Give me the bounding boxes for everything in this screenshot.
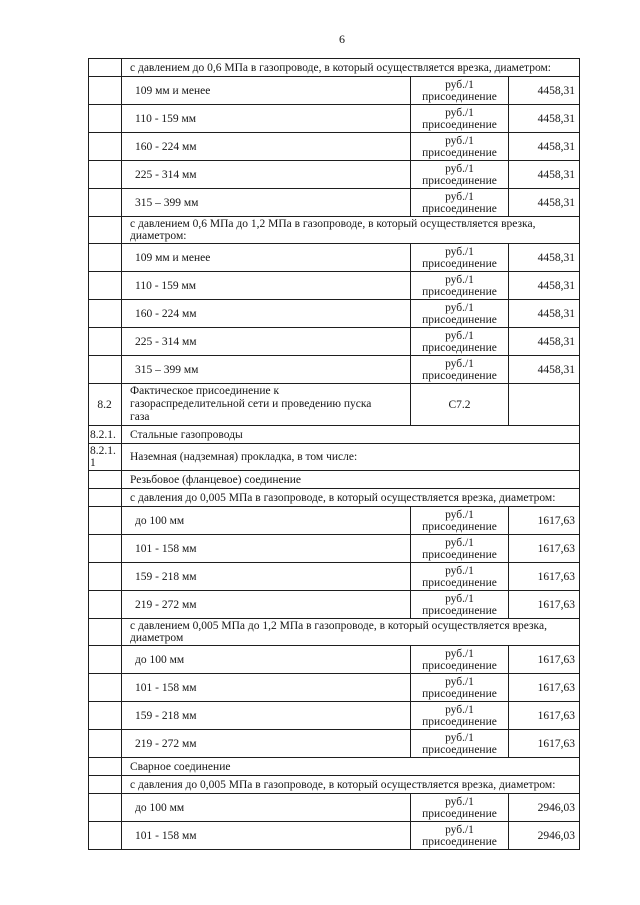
table-row	[89, 272, 580, 300]
diameter-label: 160 - 224 мм	[122, 133, 411, 161]
unit-line-2: присоединение	[422, 257, 497, 270]
unit-line-1: руб./1	[445, 162, 474, 175]
unit-line-1: руб./1	[445, 190, 474, 203]
row-number	[89, 563, 122, 591]
diameter-label: 109 мм и менее	[122, 77, 411, 105]
price-value: 4458,31	[509, 300, 580, 328]
unit-line-2: присоединение	[422, 548, 497, 561]
row-text: с давления до 0,005 МПа в газопроводе, в который осуществляется врезка, диаметром:	[122, 776, 580, 794]
unit-line-1: руб./1	[445, 329, 474, 342]
row-number	[89, 758, 122, 776]
row-number	[89, 535, 122, 563]
diameter-label: 101 - 158 мм	[122, 674, 411, 702]
row-number	[89, 328, 122, 356]
table-row	[89, 300, 580, 328]
unit-line-1: руб./1	[445, 795, 474, 808]
unit-line-2: присоединение	[422, 174, 497, 187]
row-number	[89, 822, 122, 850]
unit-cell	[411, 244, 509, 272]
price-value: 1617,63	[509, 646, 580, 674]
unit-cell	[411, 674, 509, 702]
unit-line-2: присоединение	[422, 369, 497, 382]
diameter-label: 315 – 399 мм	[122, 356, 411, 384]
price-value: 2946,03	[509, 794, 580, 822]
row-number	[89, 189, 122, 217]
row-text: Фактическое присоединение к газораспределительной сети и проведению пуска газа	[130, 385, 372, 423]
row-number	[89, 77, 122, 105]
diameter-label: до 100 мм	[122, 507, 411, 535]
heading-row	[89, 426, 580, 444]
unit-line-2: присоединение	[422, 118, 497, 131]
price-value: 1617,63	[509, 730, 580, 758]
row-text: Наземная (надземная) прокладка, в том числе:	[122, 444, 580, 471]
diameter-label: 315 – 399 мм	[122, 189, 411, 217]
price-value	[509, 384, 580, 426]
table-row	[89, 328, 580, 356]
row-number: 8.2.1.	[89, 426, 122, 444]
unit-line-1: руб./1	[445, 536, 474, 549]
table-row	[89, 563, 580, 591]
row-number	[89, 59, 122, 77]
row-text: с давлением до 0,6 МПа в газопроводе, в который осуществляется врезка, диаметром:	[122, 59, 580, 77]
unit-line-2: присоединение	[422, 743, 497, 756]
row-number: 8.2	[89, 384, 122, 426]
row-number	[89, 702, 122, 730]
unit-line-2: присоединение	[422, 576, 497, 589]
unit-cell	[411, 822, 509, 850]
price-value: 4458,31	[509, 272, 580, 300]
diameter-label: 159 - 218 мм	[122, 702, 411, 730]
table-row	[89, 189, 580, 217]
row-number	[89, 471, 122, 489]
unit-line-2: присоединение	[422, 687, 497, 700]
section-row	[89, 489, 580, 507]
row-number	[89, 244, 122, 272]
unit-line-2: присоединение	[422, 146, 497, 159]
diameter-label: 225 - 314 мм	[122, 328, 411, 356]
unit-cell	[411, 563, 509, 591]
heading-row	[89, 444, 580, 471]
table-row	[89, 702, 580, 730]
unit-line-1: руб./1	[445, 564, 474, 577]
table-row	[89, 822, 580, 850]
unit-line-2: присоединение	[422, 604, 497, 617]
unit-cell	[411, 794, 509, 822]
unit-cell	[411, 77, 509, 105]
unit-cell	[411, 272, 509, 300]
table-row	[89, 133, 580, 161]
table-row	[89, 646, 580, 674]
table-row	[89, 507, 580, 535]
diameter-label: 110 - 159 мм	[122, 272, 411, 300]
row-number	[89, 300, 122, 328]
row-number	[89, 794, 122, 822]
unit-line-2: присоединение	[422, 715, 497, 728]
unit-line-1: руб./1	[445, 508, 474, 521]
unit-cell	[411, 535, 509, 563]
table-row	[89, 794, 580, 822]
unit-cell	[411, 730, 509, 758]
unit-line-2: присоединение	[422, 341, 497, 354]
row-number	[89, 272, 122, 300]
unit-line-2: присоединение	[422, 90, 497, 103]
price-value: 4458,31	[509, 161, 580, 189]
diameter-label: 109 мм и менее	[122, 244, 411, 272]
row-number	[89, 507, 122, 535]
row-number	[89, 619, 122, 646]
unit-line-1: руб./1	[445, 675, 474, 688]
unit-line-2: присоединение	[422, 313, 497, 326]
unit-line-1: руб./1	[445, 647, 474, 660]
table-row	[89, 161, 580, 189]
section-row	[89, 619, 580, 646]
unit-line-1: руб./1	[445, 245, 474, 258]
table-row	[89, 730, 580, 758]
row-number	[89, 730, 122, 758]
row-number	[89, 105, 122, 133]
row-number	[89, 591, 122, 619]
price-value: 1617,63	[509, 674, 580, 702]
row-text: с давлением 0,6 МПа до 1,2 МПа в газопроводе, в который осуществляется врезка, диаметром:	[122, 217, 580, 244]
unit-cell	[411, 161, 509, 189]
price-value: 4458,31	[509, 105, 580, 133]
unit-line-2: присоединение	[422, 285, 497, 298]
row-number	[89, 776, 122, 794]
unit-line-2: присоединение	[422, 807, 497, 820]
service-row	[89, 384, 580, 426]
unit-line-1: руб./1	[445, 823, 474, 836]
row-number	[89, 356, 122, 384]
unit-line-1: руб./1	[445, 301, 474, 314]
diameter-label: 101 - 158 мм	[122, 535, 411, 563]
row-text: с давления до 0,005 МПа в газопроводе, в который осуществляется врезка, диаметром:	[122, 489, 580, 507]
price-value: 1617,63	[509, 702, 580, 730]
row-number: 8.2.1.1	[89, 444, 122, 471]
row-text: Резьбовое (фланцевое) соединение	[122, 471, 580, 489]
diameter-label: 101 - 158 мм	[122, 822, 411, 850]
unit-line-1: руб./1	[445, 134, 474, 147]
unit-line-2: присоединение	[422, 659, 497, 672]
row-number	[89, 489, 122, 507]
price-value: 1617,63	[509, 563, 580, 591]
unit-cell	[411, 105, 509, 133]
section-row	[89, 217, 580, 244]
price-value: 1617,63	[509, 507, 580, 535]
unit-cell	[411, 189, 509, 217]
table-row	[89, 77, 580, 105]
unit-cell	[411, 133, 509, 161]
diameter-label: 219 - 272 мм	[122, 730, 411, 758]
section-row	[89, 471, 580, 489]
table-row	[89, 105, 580, 133]
row-number	[89, 133, 122, 161]
diameter-label: 160 - 224 мм	[122, 300, 411, 328]
row-number	[89, 646, 122, 674]
tariff-table	[88, 58, 580, 850]
unit-line-1: руб./1	[445, 731, 474, 744]
unit-line-1: руб./1	[445, 357, 474, 370]
row-text: Стальные газопроводы	[122, 426, 580, 444]
price-value: 4458,31	[509, 356, 580, 384]
row-number	[89, 217, 122, 244]
section-row	[89, 59, 580, 77]
section-row	[89, 758, 580, 776]
page-number: 6	[339, 32, 345, 46]
table-row	[89, 356, 580, 384]
diameter-label: 110 - 159 мм	[122, 105, 411, 133]
diameter-label: до 100 мм	[122, 646, 411, 674]
tariff-table-body	[89, 59, 580, 850]
row-text: Сварное соединение	[122, 758, 580, 776]
price-value: 4458,31	[509, 77, 580, 105]
service-code: С7.2	[411, 384, 509, 426]
section-row	[89, 776, 580, 794]
price-value: 4458,31	[509, 133, 580, 161]
table-row	[89, 674, 580, 702]
price-value: 4458,31	[509, 244, 580, 272]
row-number	[89, 674, 122, 702]
unit-cell	[411, 646, 509, 674]
unit-line-1: руб./1	[445, 78, 474, 91]
unit-line-1: руб./1	[445, 703, 474, 716]
unit-line-1: руб./1	[445, 273, 474, 286]
price-value: 1617,63	[509, 591, 580, 619]
unit-line-2: присоединение	[422, 520, 497, 533]
row-number	[89, 161, 122, 189]
price-value: 4458,31	[509, 189, 580, 217]
unit-line-2: присоединение	[422, 202, 497, 215]
unit-cell	[411, 356, 509, 384]
row-text: с давлением 0,005 МПа до 1,2 МПа в газопроводе, в который осуществляется врезка, диаметром	[122, 619, 580, 646]
diameter-label: 219 - 272 мм	[122, 591, 411, 619]
diameter-label: 159 - 218 мм	[122, 563, 411, 591]
unit-line-2: присоединение	[422, 835, 497, 848]
diameter-label: 225 - 314 мм	[122, 161, 411, 189]
diameter-label: до 100 мм	[122, 794, 411, 822]
unit-cell	[411, 702, 509, 730]
table-row	[89, 244, 580, 272]
price-value: 1617,63	[509, 535, 580, 563]
table-row	[89, 535, 580, 563]
unit-line-1: руб./1	[445, 106, 474, 119]
price-value: 2946,03	[509, 822, 580, 850]
row-text-cell	[122, 384, 411, 426]
price-value: 4458,31	[509, 328, 580, 356]
unit-cell	[411, 591, 509, 619]
unit-cell	[411, 507, 509, 535]
unit-cell	[411, 328, 509, 356]
unit-cell	[411, 300, 509, 328]
table-row	[89, 591, 580, 619]
unit-line-1: руб./1	[445, 592, 474, 605]
